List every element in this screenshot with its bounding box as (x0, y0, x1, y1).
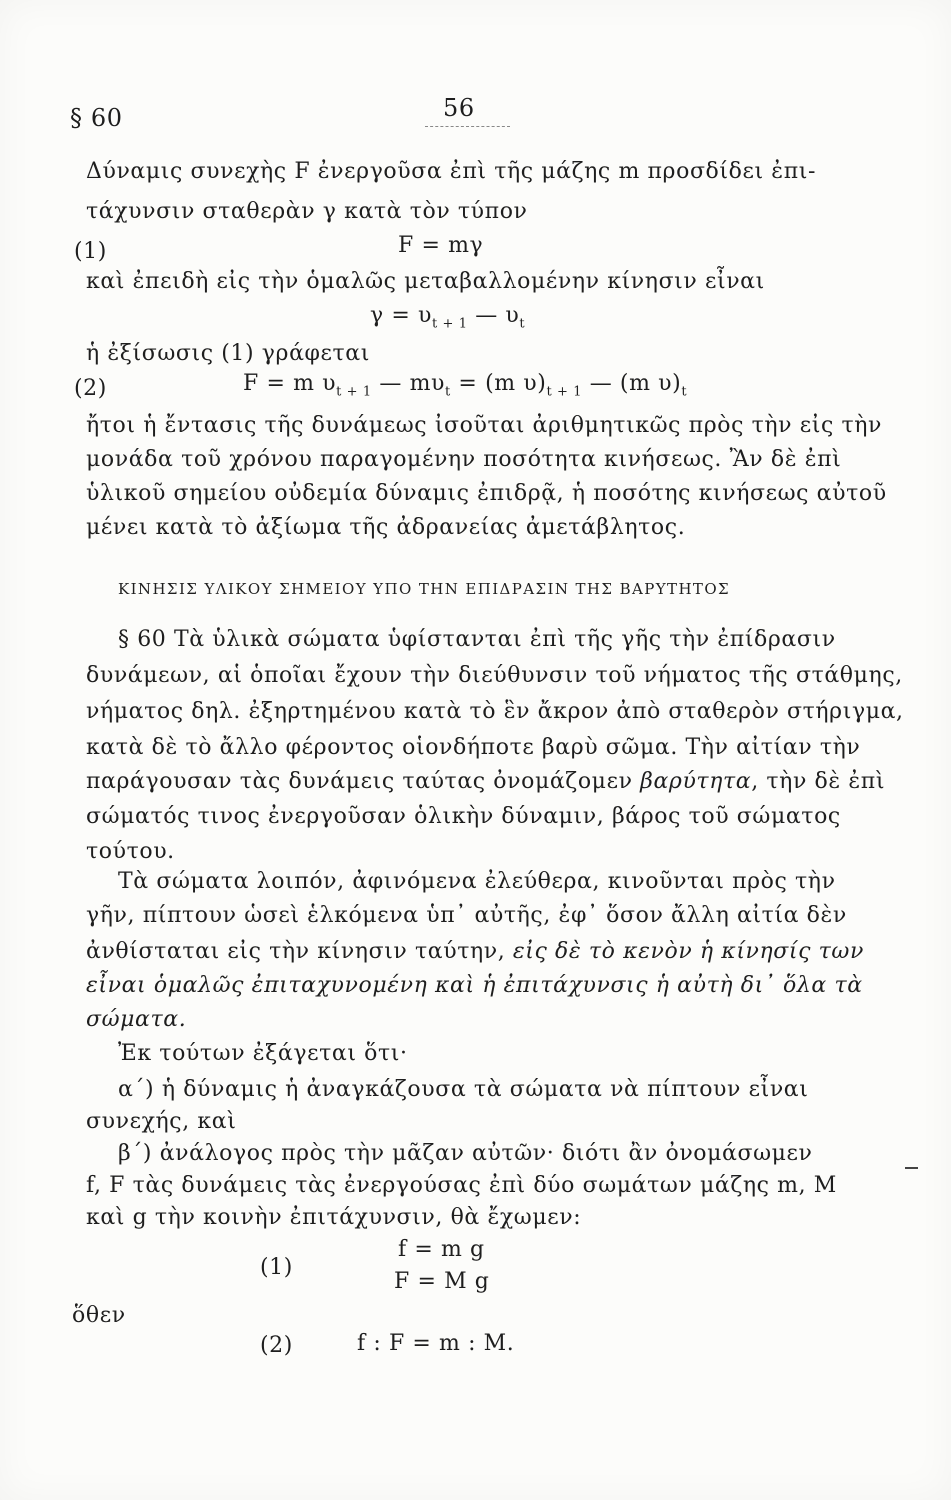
equation-subscript: t (445, 384, 451, 400)
section-mark: § 60 (70, 104, 123, 132)
paragraph-line: § 60 Τὰ ὑλικὰ σώματα ὑφίστανται ἐπὶ τῆς γῆς τὴν ἐπίδρασιν (118, 627, 836, 652)
paragraph-line: δυνάμεων, αἱ ὁποῖαι ἔχουν τὴν διεύθυνσιν τοῦ νήματος τῆς στάθμης, (86, 663, 903, 688)
section-subheading: ΚΙΝΗΣΙΣ ΥΛΙΚΟΥ ΣΗΜΕΙΟΥ ΥΠΟ ΤΗΝ ΕΠΙΔΡΑΣΙΝ ΤΗΣ ΒΑΡΥΤΗΤΟΣ (118, 580, 731, 598)
equation-subscript: t + 1 (336, 384, 372, 400)
equation-part: = (m υ) (450, 371, 547, 396)
equation: f = m g (398, 1237, 485, 1262)
equation-gamma (370, 302, 525, 330)
equation-subscript: t (681, 384, 688, 400)
list-item-beta: β΄) ἀνάλογος πρὸς τὴν μᾶζαν αὐτῶν· διότι ἂν ὀνομάσωμεν (118, 1141, 813, 1166)
margin-mark (905, 1167, 918, 1169)
equation-subscript: t + 1 (431, 316, 468, 332)
paragraph-line: τούτου. (86, 839, 175, 864)
text-run: παράγουσαν τὰς δυνάμεις ταύτας ὀνομάζομεν (86, 769, 641, 794)
paragraph-line: καὶ g τὴν κοινὴν ἐπιτάχυνσιν, θὰ ἔχωμεν: (86, 1205, 582, 1230)
equation-label: (2) (74, 376, 107, 401)
paragraph-line: ἤτοι ἡ ἔντασις τῆς δυνάμεως ἰσοῦται ἀριθμητικῶς πρὸς τὴν εἰς τὴν (86, 413, 883, 438)
equation-part: γ = υ (370, 303, 432, 328)
paragraph-line: νήματος δηλ. ἐξηρτημένου κατὰ τὸ ἓν ἄκρον ἀπὸ σταθερὸν στήριγμα, (86, 699, 904, 724)
paragraph-line: καὶ ἐπειδὴ εἰς τὴν ὁμαλῶς μεταβαλλομένην κίνησιν εἶναι (86, 269, 765, 294)
paragraph-line: σώματός τινος ἐνεργοῦσαν ὁλικὴν δύναμιν, βάρος τοῦ σώματος (86, 804, 841, 829)
paragraph-line: Δύναμις συνεχὴς F ἐνεργοῦσα ἐπὶ τῆς μάζης m προσδίδει ἐπι- (86, 159, 817, 184)
equation-label: (2) (260, 1333, 293, 1358)
equation-subscript: t + 1 (546, 384, 583, 400)
list-item-alpha: α΄) ἡ δύναμις ἡ ἀναγκάζουσα τὰ σώματα νὰ πίπτουν εἶναι (118, 1077, 809, 1102)
text-run: , τὴν δὲ ἐπὶ (751, 769, 886, 794)
text-run-italic: βαρύτητα (640, 769, 752, 794)
page-number: 56 (443, 94, 475, 122)
paragraph-line: Ἐκ τούτων ἐξάγεται ὅτι· (118, 1041, 408, 1066)
equation-label: (1) (260, 1255, 293, 1280)
paragraph-line: γῆν, πίπτουν ὡσεὶ ἑλκόμενα ὑπ᾽ αὐτῆς, ἐφ᾽ ὅσον ἄλλη αἰτία δὲν (86, 903, 847, 928)
equation-part: — mυ (371, 371, 446, 396)
equation-part: — υ (467, 303, 520, 328)
text-run: ἀνθίσταται εἰς τὴν κίνησιν ταύτην, (86, 939, 513, 964)
equation-part: — (m υ) (582, 371, 682, 396)
paragraph-line-italic: σώματα. (86, 1007, 187, 1032)
paragraph-line-mixed (86, 938, 864, 966)
text-run-italic: εἰς δὲ τὸ κενὸν ἡ κίνησίς των (512, 939, 864, 964)
paragraph-line: ὅθεν (72, 1303, 126, 1328)
paragraph-line: f, F τὰς δυνάμεις τὰς ἐνεργούσας ἐπὶ δύο σωμάτων μάζης m, M (86, 1173, 837, 1198)
paragraph-line-mixed (86, 768, 885, 796)
equation: F = M g (394, 1269, 490, 1294)
paragraph-line: κατὰ δὲ τὸ ἄλλο φέροντος οἱονδήποτε βαρὺ σῶμα. Τὴν αἰτίαν τὴν (86, 735, 861, 760)
equation: f : F = m : M. (357, 1331, 515, 1356)
paragraph-line: μένει κατὰ τὸ ἀξίωμα τῆς ἀδρανείας ἀμετάβλητος. (86, 515, 686, 540)
equation-part: F = m υ (243, 371, 337, 396)
paragraph-line: Τὰ σώματα λοιπόν, ἀφινόμενα ἐλεύθερα, κινοῦνται πρὸς τὴν (118, 869, 836, 894)
paragraph-line: μονάδα τοῦ χρόνου παραγομένην ποσότητα κινήσεως. Ἂν δὲ ἐπὶ (86, 447, 842, 472)
equation-subscript: t (519, 316, 526, 332)
page-number-underline (425, 126, 510, 127)
paragraph-line-italic: εἶναι ὁμαλῶς ἐπιταχυνομένη καὶ ἡ ἐπιτάχυνσις ἡ αὐτὴ δι᾽ ὅλα τὰ (86, 973, 863, 998)
equation: F = mγ (398, 233, 484, 258)
paragraph-line: ἡ ἐξίσωσις (1) γράφεται (86, 341, 370, 366)
equation (243, 370, 687, 398)
equation-label: (1) (74, 239, 107, 264)
paragraph-line: τάχυνσιν σταθερὰν γ κατὰ τὸν τύπον (86, 199, 528, 224)
paragraph-line: ὑλικοῦ σημείου οὐδεμία δύναμις ἐπιδρᾷ, ἡ ποσότης κινήσεως αὐτοῦ (86, 481, 887, 506)
paragraph-line: συνεχής, καὶ (86, 1109, 237, 1134)
